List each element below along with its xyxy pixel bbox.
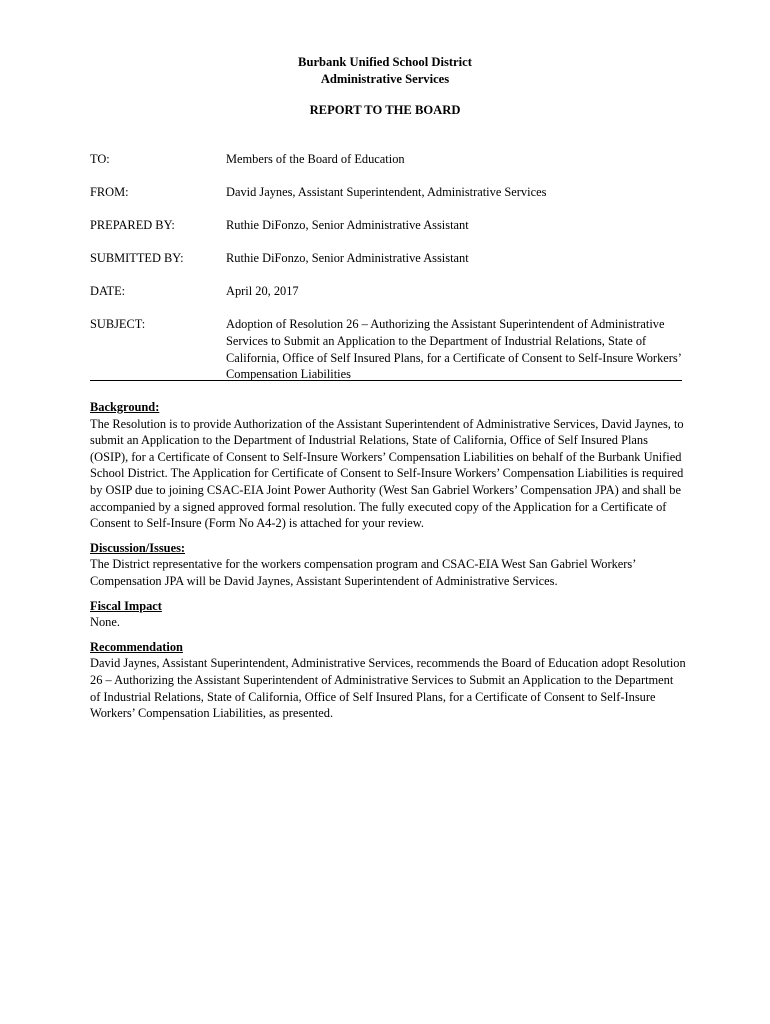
report-title: REPORT TO THE BOARD [309, 103, 461, 117]
section-body: David Jaynes, Assistant Superintendent, Administrative Services, recommends the Board of Education adopt Resolution 26 – Authorizing the Assistant Superintendent of Administrative Services to Submit an Application to the Department of Industrial Relations, State of California, Office of Self Insured Plans, for a Certificate of Consent to Self-Insure Workers’ Compensation Liabilities, as presented. [90, 656, 686, 721]
memo-label: SUBJECT: [90, 317, 146, 332]
memo-row-subject [90, 316, 682, 382]
memo-label: PREPARED BY: [90, 218, 175, 233]
memo-value: Ruthie DiFonzo, Senior Administrative Assistant [226, 251, 469, 266]
section-recommendation [90, 639, 686, 722]
memo-value: April 20, 2017 [226, 284, 299, 299]
section-heading: Discussion/Issues: [90, 540, 186, 555]
section-fiscal-impact [90, 598, 686, 631]
memo-label: SUBMITTED BY: [90, 251, 184, 266]
document-header [0, 54, 770, 87]
section-background [90, 399, 686, 532]
memo-value: Members of the Board of Education [226, 152, 405, 166]
section-heading: Fiscal Impact [90, 598, 162, 613]
section-body: The Resolution is to provide Authorization of the Assistant Superintendent of Administrative Services, David Jaynes, to submit an Application to the Department of Industrial Relations, State of California, Office of Self Insured Plans (OSIP), for a Certificate of Consent to Self-Insure Workers’ Compensation Liabilities on behalf of the Burbank Unified School District. The Application for Certificate of Consent to Self-Insure Workers’ Compensation Liabilities is required by OSIP due to joining CSAC-EIA Joint Power Authority (West San Gabriel Workers’ Compensation JPA) and shall be accompanied by a signed approved formal resolution. The fully executed copy of the Application for a Certificate of Consent to Self-Insure (Form No A4-2) is attached for your review. [90, 416, 684, 531]
memo-label: DATE: [90, 284, 126, 299]
memo-value: David Jaynes, Assistant Superintendent, Administrative Services [226, 185, 547, 200]
memo-value: Ruthie DiFonzo, Senior Administrative Assistant [226, 218, 469, 233]
section-heading: Background: [90, 400, 160, 414]
memo-row-submitted-by [90, 250, 682, 267]
section-heading: Recommendation [90, 639, 183, 654]
memo-value: Adoption of Resolution 26 – Authorizing the Assistant Superintendent of Administrative Services to Submit an Application to the Department of Industrial Relations, State of California, Office of Self Insured Plans, for a Certificate of Consent to Self-Insure Workers’ Compensation Liabilities [226, 317, 681, 382]
report-body [90, 399, 686, 730]
memo-label: FROM: [90, 185, 129, 200]
header-divider [90, 380, 682, 381]
department-name: Administrative Services [320, 71, 450, 86]
memo-row-to [90, 151, 682, 168]
memo-row-from [90, 184, 682, 201]
section-body: The District representative for the workers compensation program and CSAC-EIA West San Gabriel Workers’ Compensation JPA will be David Jaynes, Assistant Superintendent of Administrative Services. [90, 557, 636, 588]
district-name: Burbank Unified School District [298, 55, 472, 69]
section-body: None. [90, 615, 120, 630]
section-discussion [90, 540, 686, 590]
memo-row-date [90, 283, 682, 300]
memo-row-prepared-by [90, 217, 682, 234]
memo-label: TO: [90, 152, 110, 166]
memo-block [90, 151, 682, 383]
